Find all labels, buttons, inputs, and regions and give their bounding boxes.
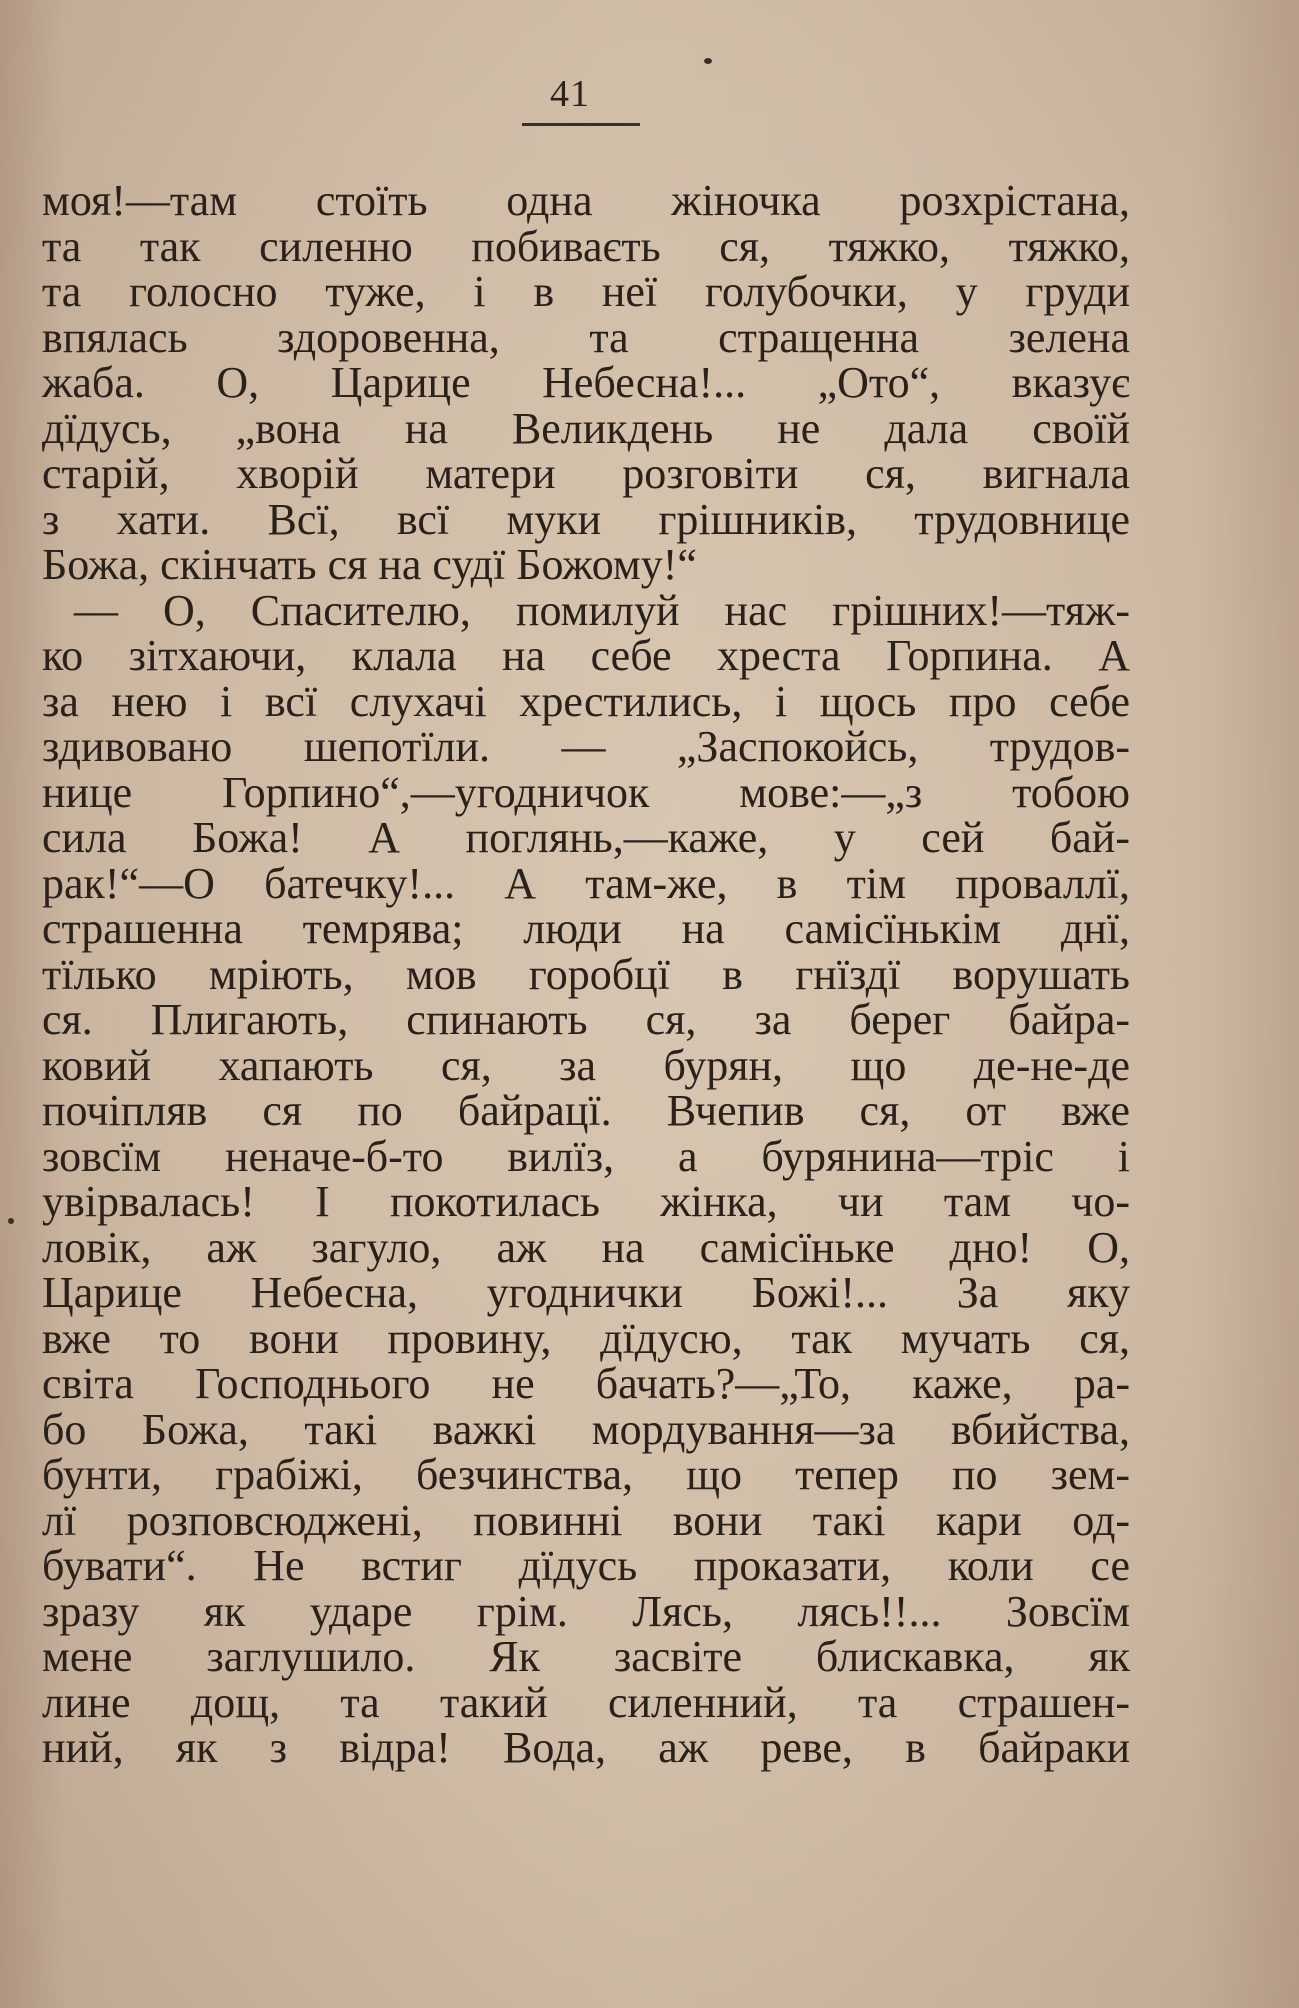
text-line: зовсїм неначе-б-то вилїз, а бурянина—тріс і xyxy=(42,1131,1130,1181)
text-line: лине дощ, та такий силенний, та страшен- xyxy=(42,1677,1130,1727)
text-line: бувати“. Не встиг дїдусь проказати, коли се xyxy=(42,1541,1130,1590)
ink-speck xyxy=(8,1218,14,1224)
page-number-rule xyxy=(522,123,640,126)
ink-speck xyxy=(704,58,712,64)
text-line: бунти, грабіжі, безчинства, що тепер по зем- xyxy=(42,1450,1130,1499)
text-line: ний, як з відра! Вода, аж реве, в байраки xyxy=(42,1723,1130,1772)
text-line: Царице Небесна, угоднички Божі!... За яку xyxy=(42,1268,1130,1317)
text-line: бо Божа, такі важкі мордування—за вбийства, xyxy=(42,1404,1130,1454)
text-line: за нею і всї слухачі хрестились, і щось про себе xyxy=(42,676,1130,726)
text-line: та голосно туже, і в неї голубочки, у груди xyxy=(42,267,1130,316)
text-line: тїлько мріють, мов горобцї в гнїздї ворушать xyxy=(42,949,1130,999)
page-number: 41 xyxy=(550,73,590,115)
text-line: світа Господнього не бачать?—„То, каже, ра- xyxy=(42,1359,1130,1408)
paragraph-start-line: — О, Спасителю, помилуй нас грішних!—тяж- xyxy=(74,585,1130,635)
text-line: старій, хворій матери розговіти ся, вигнала xyxy=(42,449,1130,498)
body-text xyxy=(42,178,1130,1771)
text-line: зразу як ударе грім. Лясь, лясь!!... Зовсїм xyxy=(42,1586,1130,1636)
text-line: страшенна темрява; люди на самісїнькім днї, xyxy=(42,904,1130,953)
text-line: ко зітхаючи, клала на себе хреста Горпина. А xyxy=(42,631,1130,680)
text-line: ловік, аж загуло, аж на самісїньке дно! О, xyxy=(42,1222,1130,1272)
text-line: ся. Плигають, спинають ся, за берег байра- xyxy=(42,995,1130,1044)
text-line: ковий хапають ся, за бурян, що де-не-де xyxy=(42,1040,1130,1090)
text-line: рак!“—О батечку!... А там-же, в тім проваллї, xyxy=(42,858,1130,908)
text-line: увірвалась! І покотилась жінка, чи там чо- xyxy=(42,1177,1130,1226)
text-line: моя!—там стоїть одна жіночка розхрістана, xyxy=(42,176,1130,225)
text-line: з хати. Всї, всї муки грішників, трудовнице xyxy=(42,494,1130,544)
text-line: лї розповсюджені, повинні вони такі кари од- xyxy=(42,1495,1130,1545)
text-line: нице Горпино“,—угодничок мове:—„з тобою xyxy=(42,767,1130,817)
text-line: та так силенно побиваєть ся, тяжко, тяжко, xyxy=(42,221,1130,271)
text-line: здивовано шепотїли. — „Заспокойсь, трудов- xyxy=(42,722,1130,771)
text-line: вже то вони провину, дїдусю, так мучать ся, xyxy=(42,1313,1130,1363)
text-line: дїдусь, „вона на Великдень не дала своїй xyxy=(42,403,1130,453)
text-line: жаба. О, Царице Небесна!... „Ото“, вказує xyxy=(42,358,1130,407)
text-line: сила Божа! А поглянь,—каже, у сей бай- xyxy=(42,813,1130,862)
text-line: почіпляв ся по байрацї. Вчепив ся, от вже xyxy=(42,1086,1130,1135)
text-line: впялась здоровенна, та стращенна зелена xyxy=(42,312,1130,362)
text-line: Божа, скінчать ся на судї Божому!“ xyxy=(42,540,697,589)
text-line: мене заглушило. Як засвіте блискавка, як xyxy=(42,1632,1130,1681)
